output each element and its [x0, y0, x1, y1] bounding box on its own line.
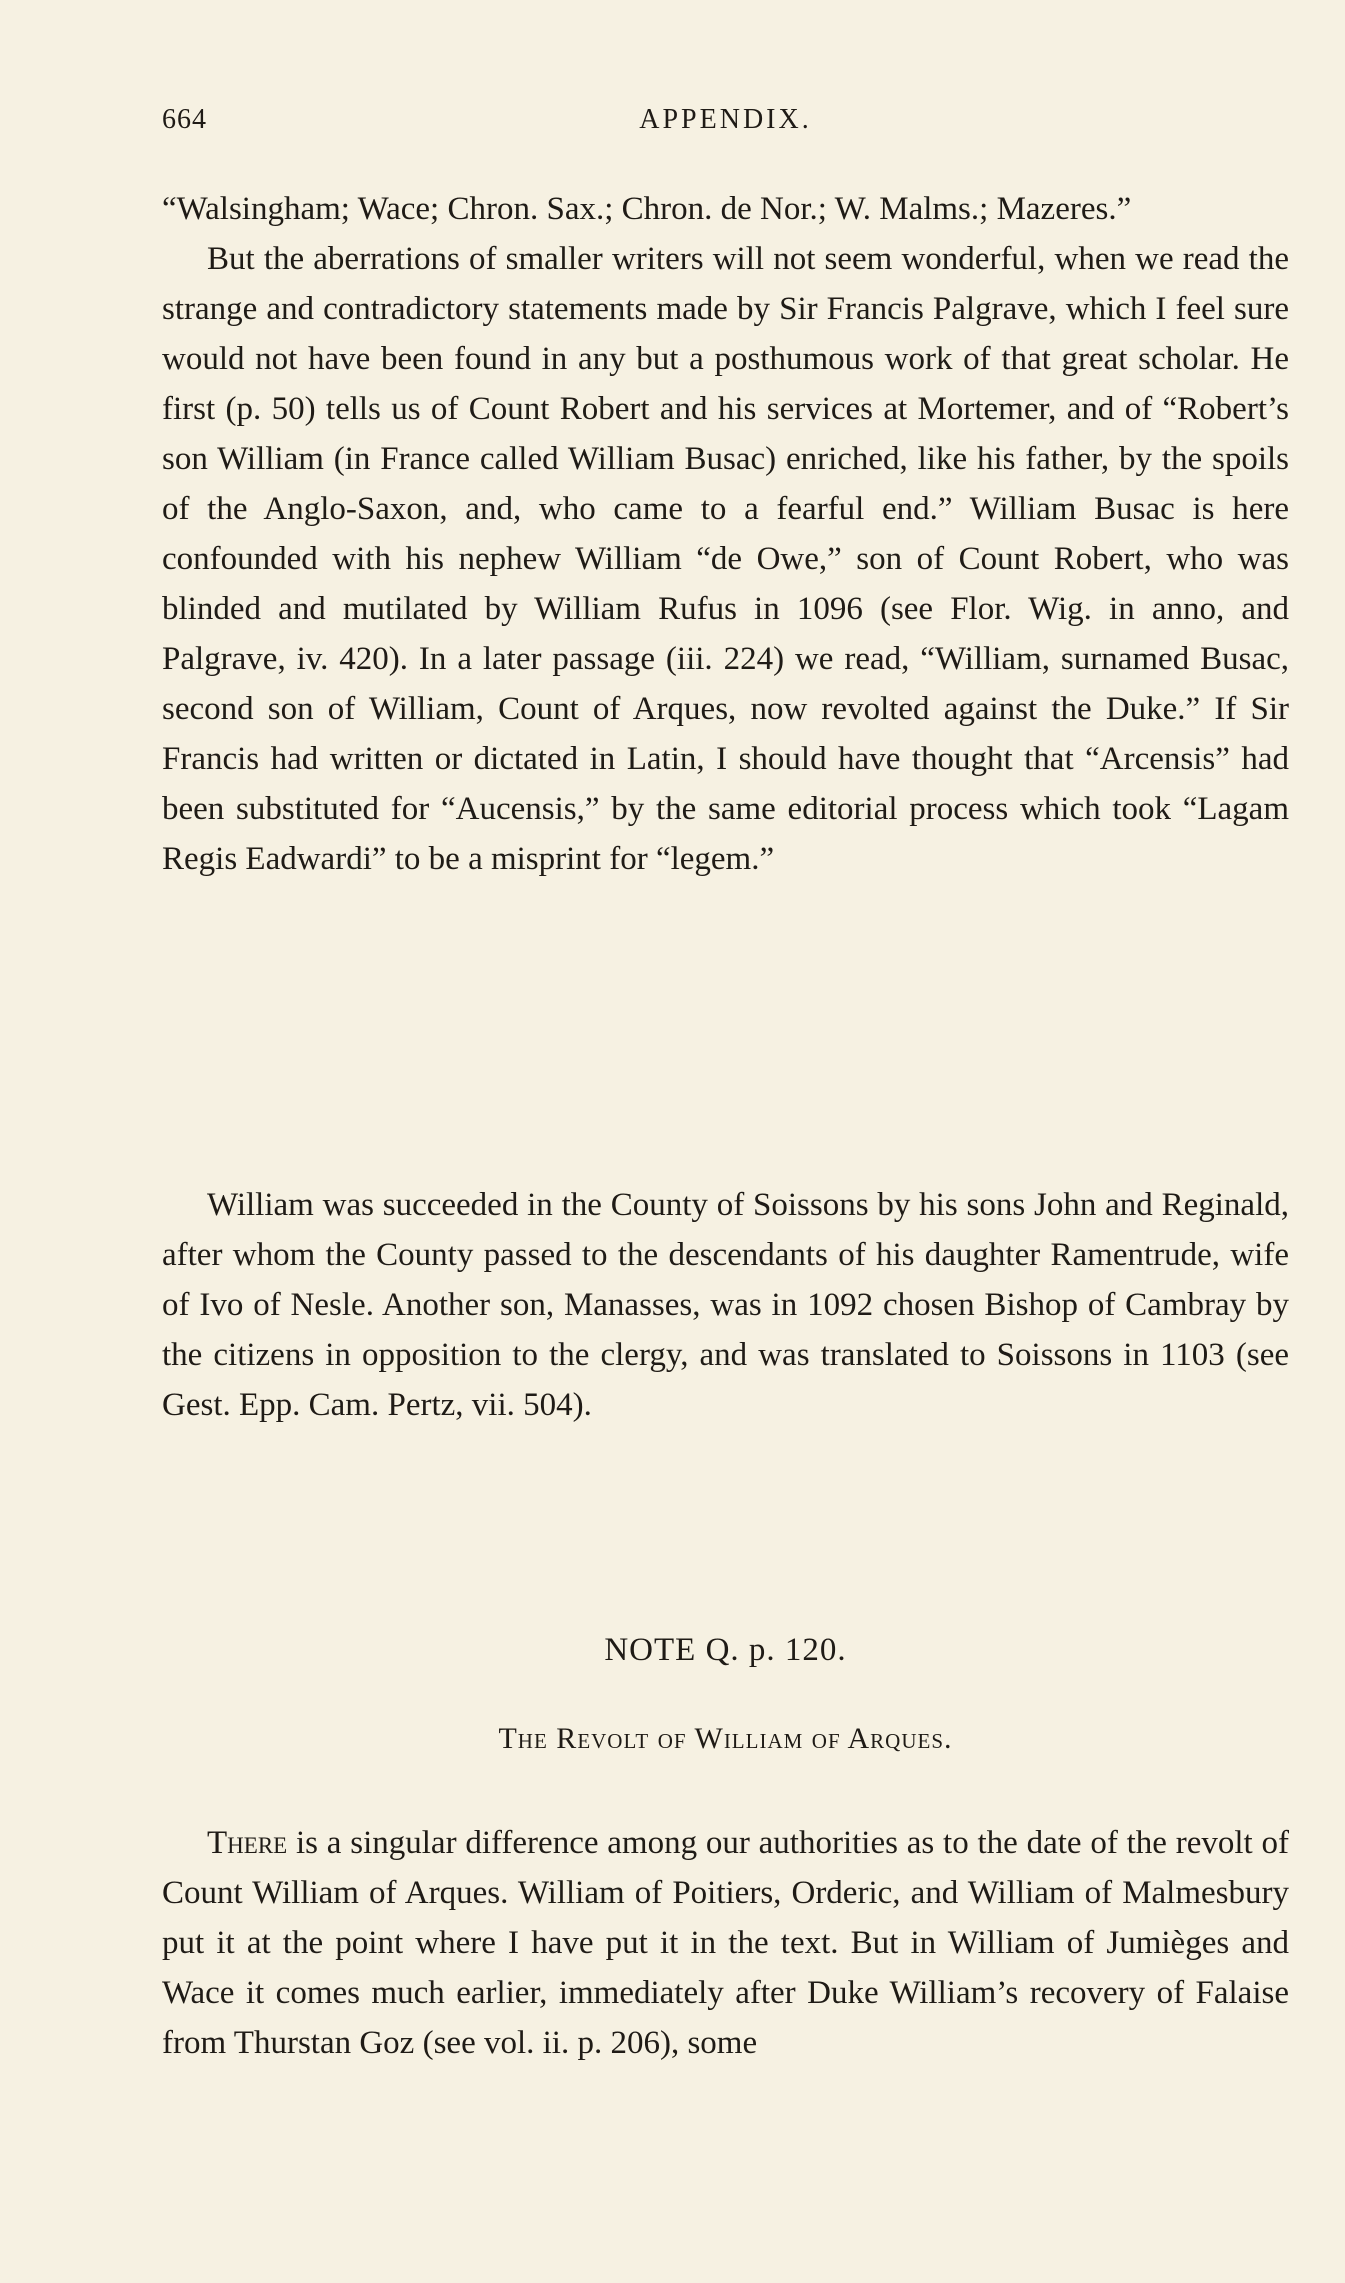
- note-heading: NOTE Q. p. 120.: [604, 1632, 847, 1668]
- paragraph-soissons: William was succeeded in the County of Soissons by his sons John and Reginald, after whom the County passed to the descendants of his daughter Ramentrude, wife of Ivo of Nesle. Another son, Manasses, was in 1092 chosen Bishop of Cambray by the citizens in opposition to the clergy, and was translated to Soissons in 1103 (see Gest. Epp. Cam. Pertz, vii. 504).: [162, 1187, 1289, 1423]
- paragraph-revolt: [162, 1818, 1289, 2068]
- lead-word: There: [207, 1825, 288, 1861]
- note-subheading: The Revolt of William of Arques.: [498, 1722, 953, 1755]
- text-block-palgrave: [162, 184, 1289, 884]
- text-block-soissons: [162, 1180, 1289, 1430]
- running-head: [162, 104, 1289, 144]
- quotation-continuation: “Walsingham; Wace; Chron. Sax.; Chron. de Nor.; W. Malms.; Mazeres.”: [162, 191, 1132, 227]
- paragraph-revolt-text: is a singular difference among our authorities as to the date of the revolt of Count William of Arques. William of Poitiers, Orderic, and William of Malmesbury put it at the point where I have put it in the text. But in William of Jumièges and Wace it comes much earlier, immediately after Duke William’s recovery of Falaise from Thurstan Goz (see vol. ii. p. 206), some: [162, 1825, 1289, 2061]
- paragraph-palgrave: But the aberrations of smaller writers will not seem wonderful, when we read the strange and contradictory statements made by Sir Francis Palgrave, which I feel sure would not have been found in any but a posthumous work of that great scholar. He first (p. 50) tells us of Count Robert and his services at Mortemer, and of “Robert’s son William (in France called William Busac) enriched, like his father, by the spoils of the Anglo-Saxon, and, who came to a fearful end.” William Busac is here confounded with his nephew William “de Owe,” son of Count Robert, who was blinded and mutilated by William Rufus in 1096 (see Flor. Wig. in anno, and Palgrave, iv. 420). In a later passage (iii. 224) we read, “William, surnamed Busac, second son of William, Count of Arques, now revolted against the Duke.” If Sir Francis had written or dictated in Latin, I should have thought that “Arcensis” had been substituted for “Aucensis,” by the same editorial process which took “Lagam Regis Eadwardi” to be a misprint for “legem.”: [162, 241, 1289, 877]
- text-block-revolt: [162, 1818, 1289, 2068]
- running-title: APPENDIX.: [639, 104, 812, 135]
- page-number: 664: [162, 104, 207, 135]
